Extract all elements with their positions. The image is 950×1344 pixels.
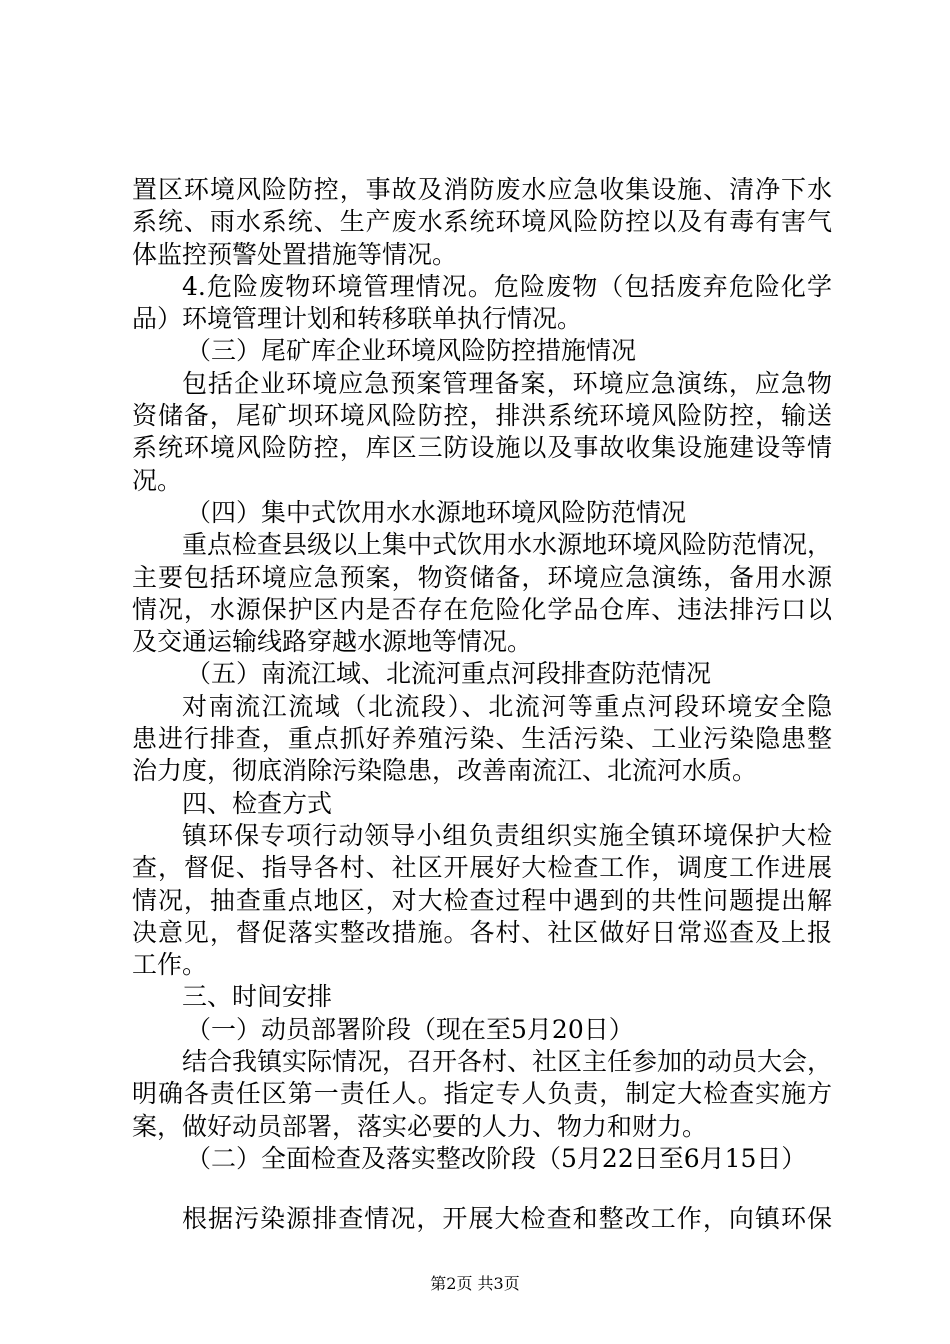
paragraph-line: 4.危险废物环境管理情况。危险废物（包括废弃危险化学 — [182, 271, 832, 301]
section-heading: （一）动员部署阶段（现在至5月20日） — [186, 1014, 634, 1044]
paragraph-line: 案，做好动员部署，落实必要的人力、物力和财力。 — [132, 1111, 708, 1141]
section-heading: 四、检查方式 — [182, 788, 333, 818]
paragraph-line: 主要包括环境应急预案，物资储备，环境应急演练，备用水源 — [132, 562, 832, 592]
paragraph-line: 对南流江流域（北流段）、北流河等重点河段环境安全隐 — [182, 691, 832, 721]
paragraph-line: 况。 — [132, 465, 183, 495]
section-heading: 三、时间安排 — [182, 982, 333, 1012]
document-body — [132, 174, 832, 1236]
paragraph-line: 结合我镇实际情况，召开各村、社区主任参加的动员大会， — [182, 1047, 832, 1077]
section-heading: （三）尾矿库企业环境风险防控措施情况 — [186, 336, 637, 366]
paragraph-line: 资储备，尾矿坝环境风险防控，排洪系统环境风险防控，输送 — [132, 401, 832, 431]
paragraph-line: 系统环境风险防控，库区三防设施以及事故收集设施建设等情 — [132, 433, 832, 463]
paragraph-line: 置区环境风险防控，事故及消防废水应急收集设施、清净下水 — [132, 175, 832, 204]
paragraph-line: 体监控预警处置措施等情况。 — [132, 239, 458, 269]
paragraph-line: 治力度，彻底消除污染隐患，改善南流江、北流河水质。 — [132, 756, 758, 786]
paragraph-line: 决意见，督促落实整改措施。各村、社区做好日常巡查及上报 — [132, 917, 832, 947]
paragraph-line: 重点检查县级以上集中式饮用水水源地环境风险防范情况， — [182, 530, 832, 560]
section-heading: （二）全面检查及落实整改阶段（5月22日至6月15日） — [186, 1143, 807, 1173]
paragraph-line: 明确各责任区第一责任人。指定专人负责，制定大检查实施方 — [132, 1079, 832, 1109]
paragraph-line: 镇环保专项行动领导小组负责组织实施全镇环境保护大检 — [182, 820, 832, 850]
paragraph-line: 包括企业环境应急预案管理备案，环境应急演练，应急物 — [182, 368, 832, 398]
paragraph-line: 系统、雨水系统、生产废水系统环境风险防控以及有毒有害气 — [132, 207, 832, 237]
paragraph-line: 品）环境管理计划和转移联单执行情况。 — [132, 304, 583, 334]
section-heading: （五）南流江域、北流河重点河段排查防范情况 — [186, 659, 712, 689]
section-heading: （四）集中式饮用水水源地环境风险防范情况 — [186, 497, 687, 527]
page-number: 第2页 共3页 — [430, 1274, 520, 1293]
paragraph-line: 情况，水源保护区内是否存在危险化学品仓库、违法排污口以 — [132, 594, 832, 624]
paragraph-line: 查，督促、指导各村、社区开展好大检查工作，调度工作进展 — [132, 853, 832, 883]
paragraph-line: 情况，抽查重点地区，对大检查过程中遇到的共性问题提出解 — [132, 885, 832, 915]
paragraph-line: 工作。 — [132, 950, 208, 980]
paragraph-line: 患进行排查，重点抓好养殖污染、生活污染、工业污染隐患整 — [132, 724, 832, 754]
paragraph-line: 根据污染源排查情况，开展大检查和整改工作，向镇环保 — [182, 1204, 832, 1234]
paragraph-gap — [132, 1175, 832, 1203]
paragraph-line: 及交通运输线路穿越水源地等情况。 — [132, 627, 533, 657]
